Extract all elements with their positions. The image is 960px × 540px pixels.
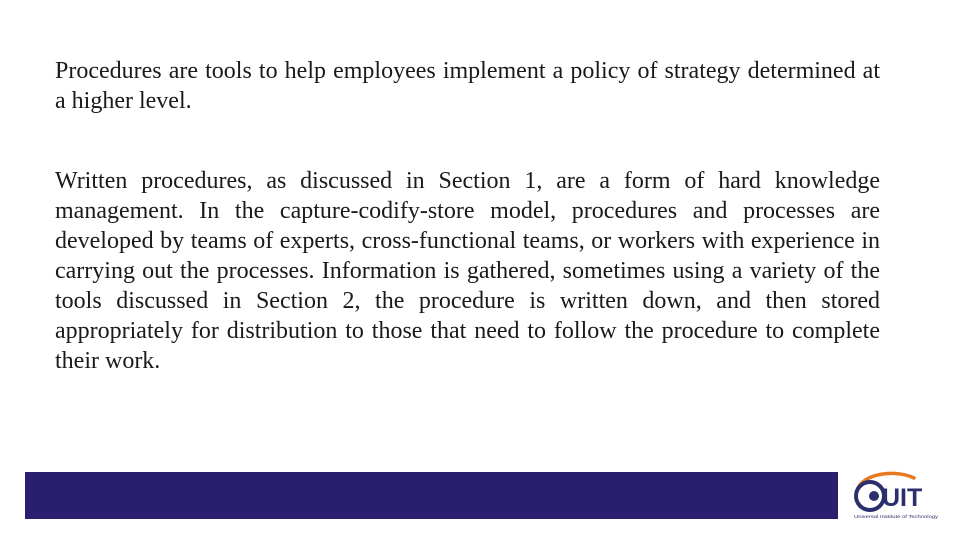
paragraph-written-procedures: Written procedures, as discussed in Section 1, are a form of hard knowledge management. In the capture-codify-store model, procedures and processes are developed by teams of experts, cross-functional teams, or workers with experience in carrying out the processes. Information is gathered, sometimes using a variety of the tools discussed in Section 2, the procedure is written down, and then stored appropriately for distribution to those that need to follow the procedure to complete their work. <box>55 168 880 374</box>
logo-tagline: Universal Institute of Technology <box>854 514 939 519</box>
uit-logo-icon <box>848 466 944 522</box>
logo-mark: UIT <box>882 484 923 512</box>
slide-body <box>55 56 880 376</box>
paragraph-procedures-definition: Procedures are tools to help employees implement a policy of strategy determined at a higher level. <box>55 58 880 114</box>
footer-bar <box>25 472 838 519</box>
